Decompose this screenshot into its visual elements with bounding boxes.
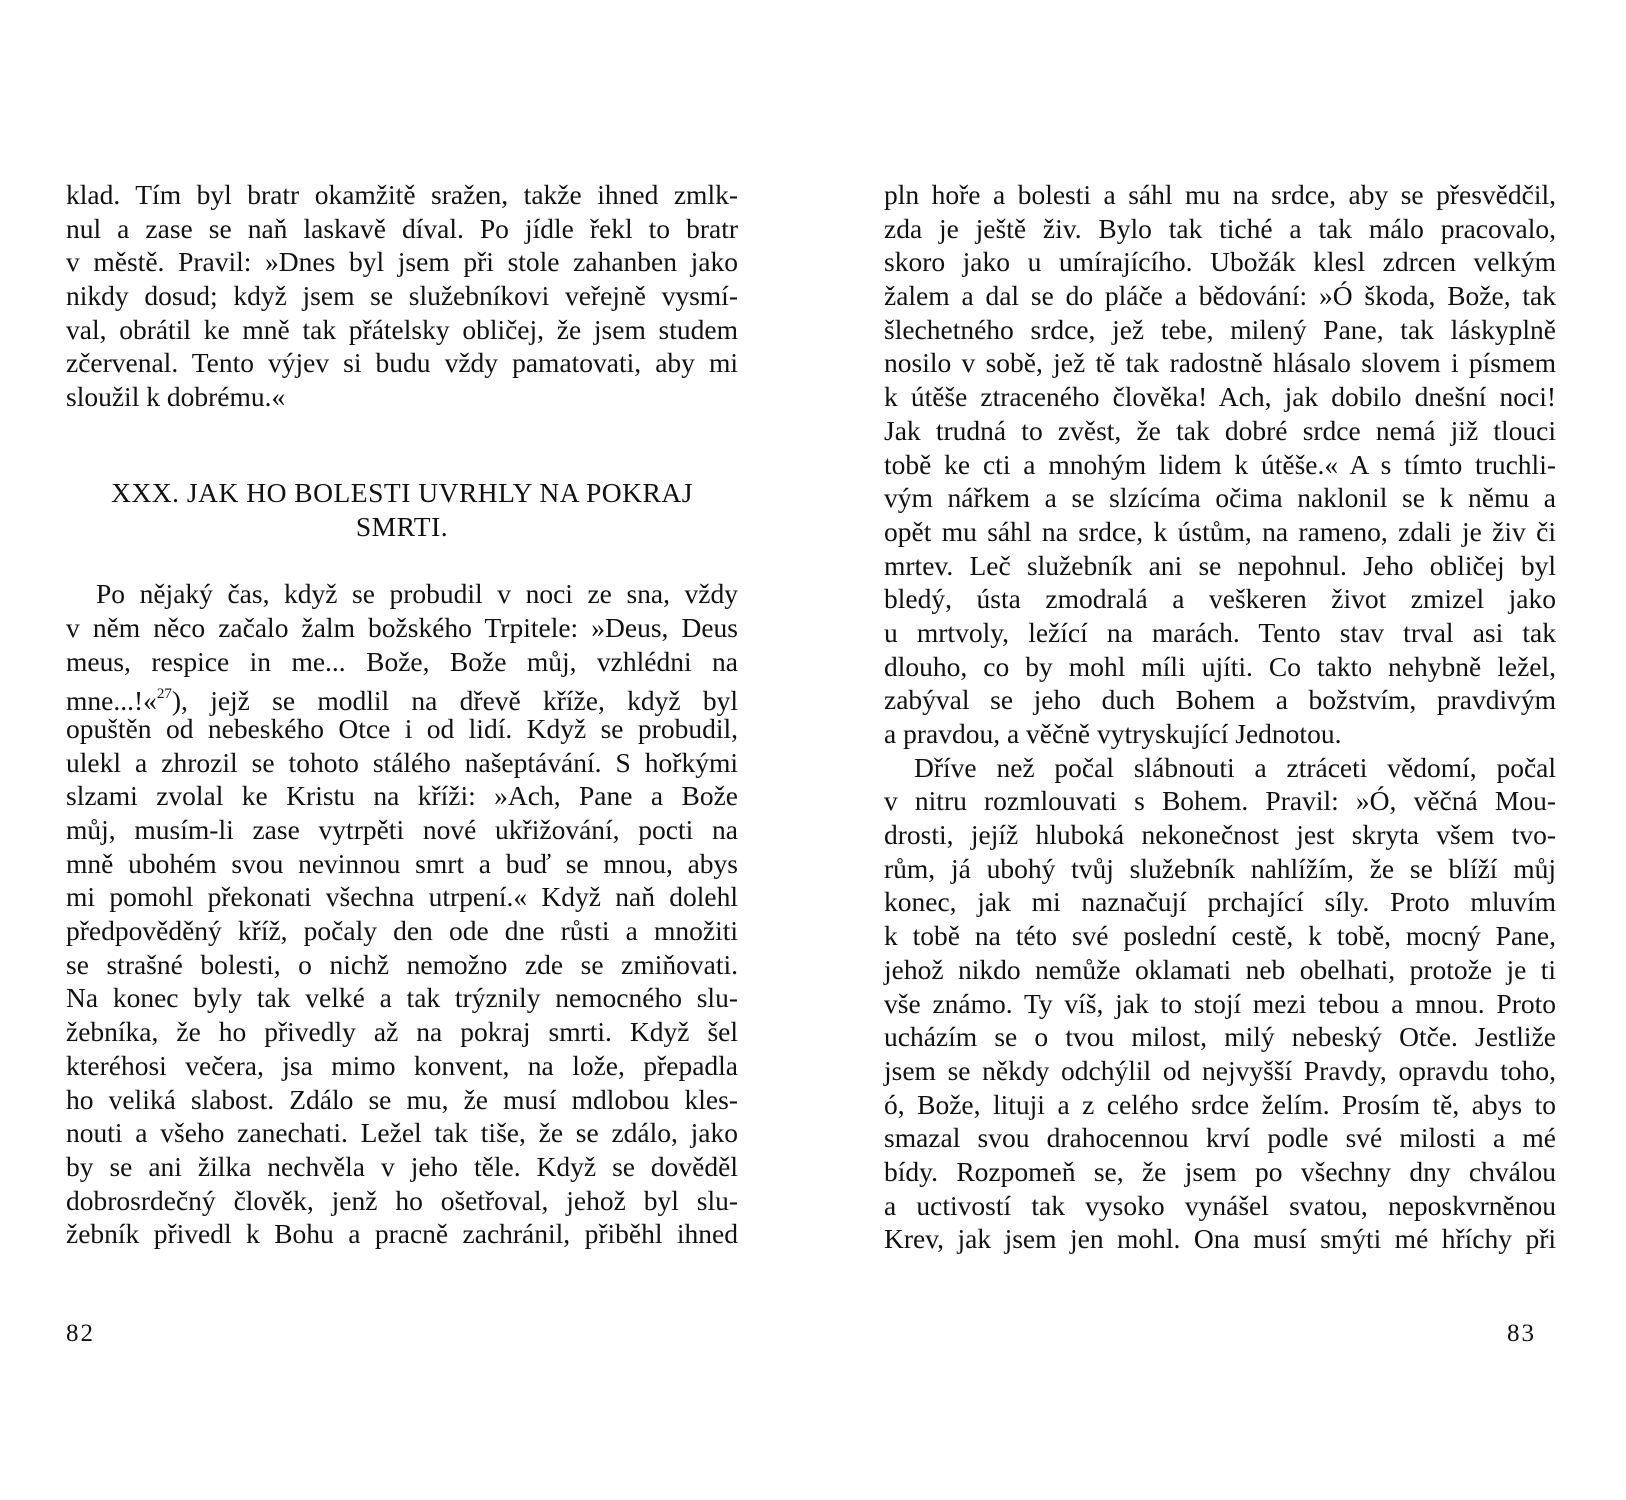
text-line: nikdy dosud; když jsem se služebníkovi veřejně vysmí- (66, 280, 738, 312)
text-segment: mne...!« (66, 685, 157, 717)
text-line: rům, já ubohý tvůj služebník nahlížím, že se blíží můj (884, 852, 1556, 884)
footnote-reference: 27 (156, 686, 172, 703)
text-line: smazal svou drahocennou krví podle své milosti a mé (884, 1122, 1556, 1154)
text-line: u mrtvoly, ležící na marách. Tento stav trval asi tak (884, 616, 1556, 648)
text-line: konec, jak mi naznačují prchající síly. Proto mluvím (884, 886, 1556, 918)
text-line: nosilo v sobě, jež tě tak radostně hlásalo slovem i písmem (884, 347, 1556, 379)
text-line: vše známo. Ty víš, jak to stojí mezi tebou a mnou. Proto (884, 987, 1556, 1019)
text-line: val, obrátil ke mně tak přátelsky obličej, že jsem studem (66, 313, 738, 345)
text-line: Na konec byly tak velké a tak trýznily nemocného slu- (66, 982, 738, 1014)
text-line: v nitru rozmlouvati s Bohem. Pravil: »Ó, věčná Mou- (884, 785, 1556, 817)
text-line: slzami zvolal ke Kristu na kříži: »Ach, Pane a Bože (66, 780, 738, 812)
text-line: mrtev. Leč služebník ani se nepohnul. Jeho obličej byl (884, 549, 1556, 581)
left-page-paragraph-continued (66, 178, 738, 414)
text-line: Jak trudná to zvěst, že tak dobré srdce nemá již tlouci (884, 414, 1556, 446)
text-line: ó, Bože, lituji a z celého srdce želím. Prosím tě, abys to (884, 1088, 1556, 1120)
text-line: pln hoře a bolesti a sáhl mu na srdce, aby se přesvědčil, (884, 179, 1556, 210)
right-page (884, 178, 1556, 1256)
text-line: zčervenal. Tento výjev si budu vždy pamatovati, aby mi (66, 347, 738, 379)
text-line: sloužil k dobrému.« (66, 381, 286, 413)
text-line: kteréhosi večera, jsa mimo konvent, na lože, přepadla (66, 1049, 738, 1081)
text-line: Krev, jak jsem jen mohl. Ona musí smýti mé hříchy při (884, 1223, 1556, 1255)
chapter-heading-line: SMRTI. (355, 510, 449, 542)
text-line: opět mu sáhl na srdce, k ústům, na rameno, zdali je živ či (884, 515, 1556, 547)
text-line: žebník přivedl k Bohu a pracně zachránil, přiběhl ihned (66, 1218, 738, 1250)
text-segment: ), jejž se modlil na dřevě kříže, když byl (171, 685, 738, 717)
text-line: zabýval se jeho duch Bohem a božstvím, pravdivým (884, 684, 1556, 716)
text-line: můj, musím-li zase vytrpěti nové ukřižování, pocti na (66, 814, 738, 846)
chapter-heading (66, 476, 738, 543)
text-line: v něm něco začalo žalm božského Trpitele: »Deus, Deus (66, 611, 738, 643)
text-line: Dříve než počal slábnouti a ztráceti vědomí, počal (914, 751, 1556, 783)
text-line: klad. Tím byl bratr okamžitě sražen, takže ihned zmlk- (66, 179, 738, 210)
text-line: tobě ke cti a mnohým lidem k útěše.« A s tímto truchli- (884, 448, 1556, 480)
text-line: mně ubohém svou nevinnou smrt a buď se mnou, abys (66, 847, 738, 879)
text-line-with-footnote (66, 678, 738, 717)
text-line: Po nějaký čas, když se probudil v noci ze sna, vždy (96, 578, 738, 610)
text-line: ho veliká slabost. Zdálo se mu, že musí mdlobou kles- (66, 1083, 738, 1115)
text-line: vým nářkem a se slzícíma očima naklonil se k němu a (884, 482, 1556, 514)
text-line: a pravdou, a věčně vytryskující Jednotou. (884, 718, 1342, 749)
text-line: žalem a dal se do pláče a bědování: »Ó škoda, Bože, tak (884, 280, 1556, 312)
text-line: dobrosrdečný člověk, jenž ho ošetřoval, jehož byl slu- (66, 1184, 738, 1216)
text-line: drosti, jejíž hluboká nekonečnost jest skryta všem tvo- (884, 819, 1556, 851)
text-line: žebníka, že ho přivedly až na pokraj smrti. Když šel (66, 1016, 738, 1048)
text-line: meus, respice in me... Bože, Bože můj, vzhlédni na (66, 645, 738, 677)
text-line: šlechetného srdce, jež tebe, milený Pane, tak láskyplně (884, 313, 1556, 345)
text-line: dlouho, co by mohl míli ujíti. Co takto nehybně ležel, (884, 650, 1556, 682)
text-line: a uctivostí tak vysoko vynášel svatou, neposkvrněnou (884, 1189, 1556, 1221)
text-line: v městě. Pravil: »Dnes byl jsem při stole zahanben jako (66, 246, 738, 278)
text-line: se strašné bolesti, o nichž nemožno zde se zmiňovati. (66, 948, 738, 980)
text-line: k tobě na této své poslední cestě, k tobě, mocný Pane, (884, 920, 1556, 952)
chapter-heading-line: XXX. JAK HO BOLESTI UVRHLY NA POKRAJ (111, 476, 693, 508)
left-page-paragraph (66, 577, 738, 1251)
text-line: ucházím se o tvou milost, milý nebeský Otče. Jestliže (884, 1021, 1556, 1053)
text-line: nul a zase se naň laskavě díval. Po jídle řekl to bratr (66, 212, 738, 244)
text-line: nouti a všeho zanechati. Ležel tak tiše, že se zdálo, jako (66, 1117, 738, 1149)
text-line: skoro jako u umírajícího. Ubožák klesl zdrcen velkým (884, 246, 1556, 278)
text-line: předpověděný kříž, počaly den ode dne růsti a množiti (66, 915, 738, 947)
text-line: bledý, ústa zmodralá a veškeren život zmizel jako (884, 583, 1556, 615)
right-page-paragraph (884, 751, 1556, 1256)
right-page-paragraph-continued (884, 178, 1556, 751)
text-line: k útěše ztraceného člověka! Ach, jak dobilo dnešní noci! (884, 381, 1556, 413)
text-line: mi pomohl překonati všechna utrpení.« Když naň dolehl (66, 881, 738, 913)
text-line: jsem se někdy odchýlil od nejvyšší Pravdy, opravdu toho, (884, 1054, 1556, 1086)
text-line: ulekl a zhrozil se tohoto stálého našeptávání. S hořkými (66, 746, 738, 778)
text-line: zda je ještě živ. Bylo tak tiché a tak málo pracovalo, (884, 212, 1556, 244)
text-line: jehož nikdo nemůže oklamati neb obelhati, protože je ti (884, 953, 1556, 985)
left-page (66, 178, 738, 1251)
text-line: opuštěn od nebeského Otce i od lidí. Když se probudil, (66, 712, 738, 744)
page-number-right: 83 (1507, 1320, 1536, 1347)
page-number-left: 82 (66, 1320, 95, 1347)
text-line: by se ani žilka nechvěla v jeho těle. Když se dověděl (66, 1150, 738, 1182)
text-line: bídy. Rozpomeň se, že jsem po všechny dny chválou (884, 1155, 1556, 1187)
